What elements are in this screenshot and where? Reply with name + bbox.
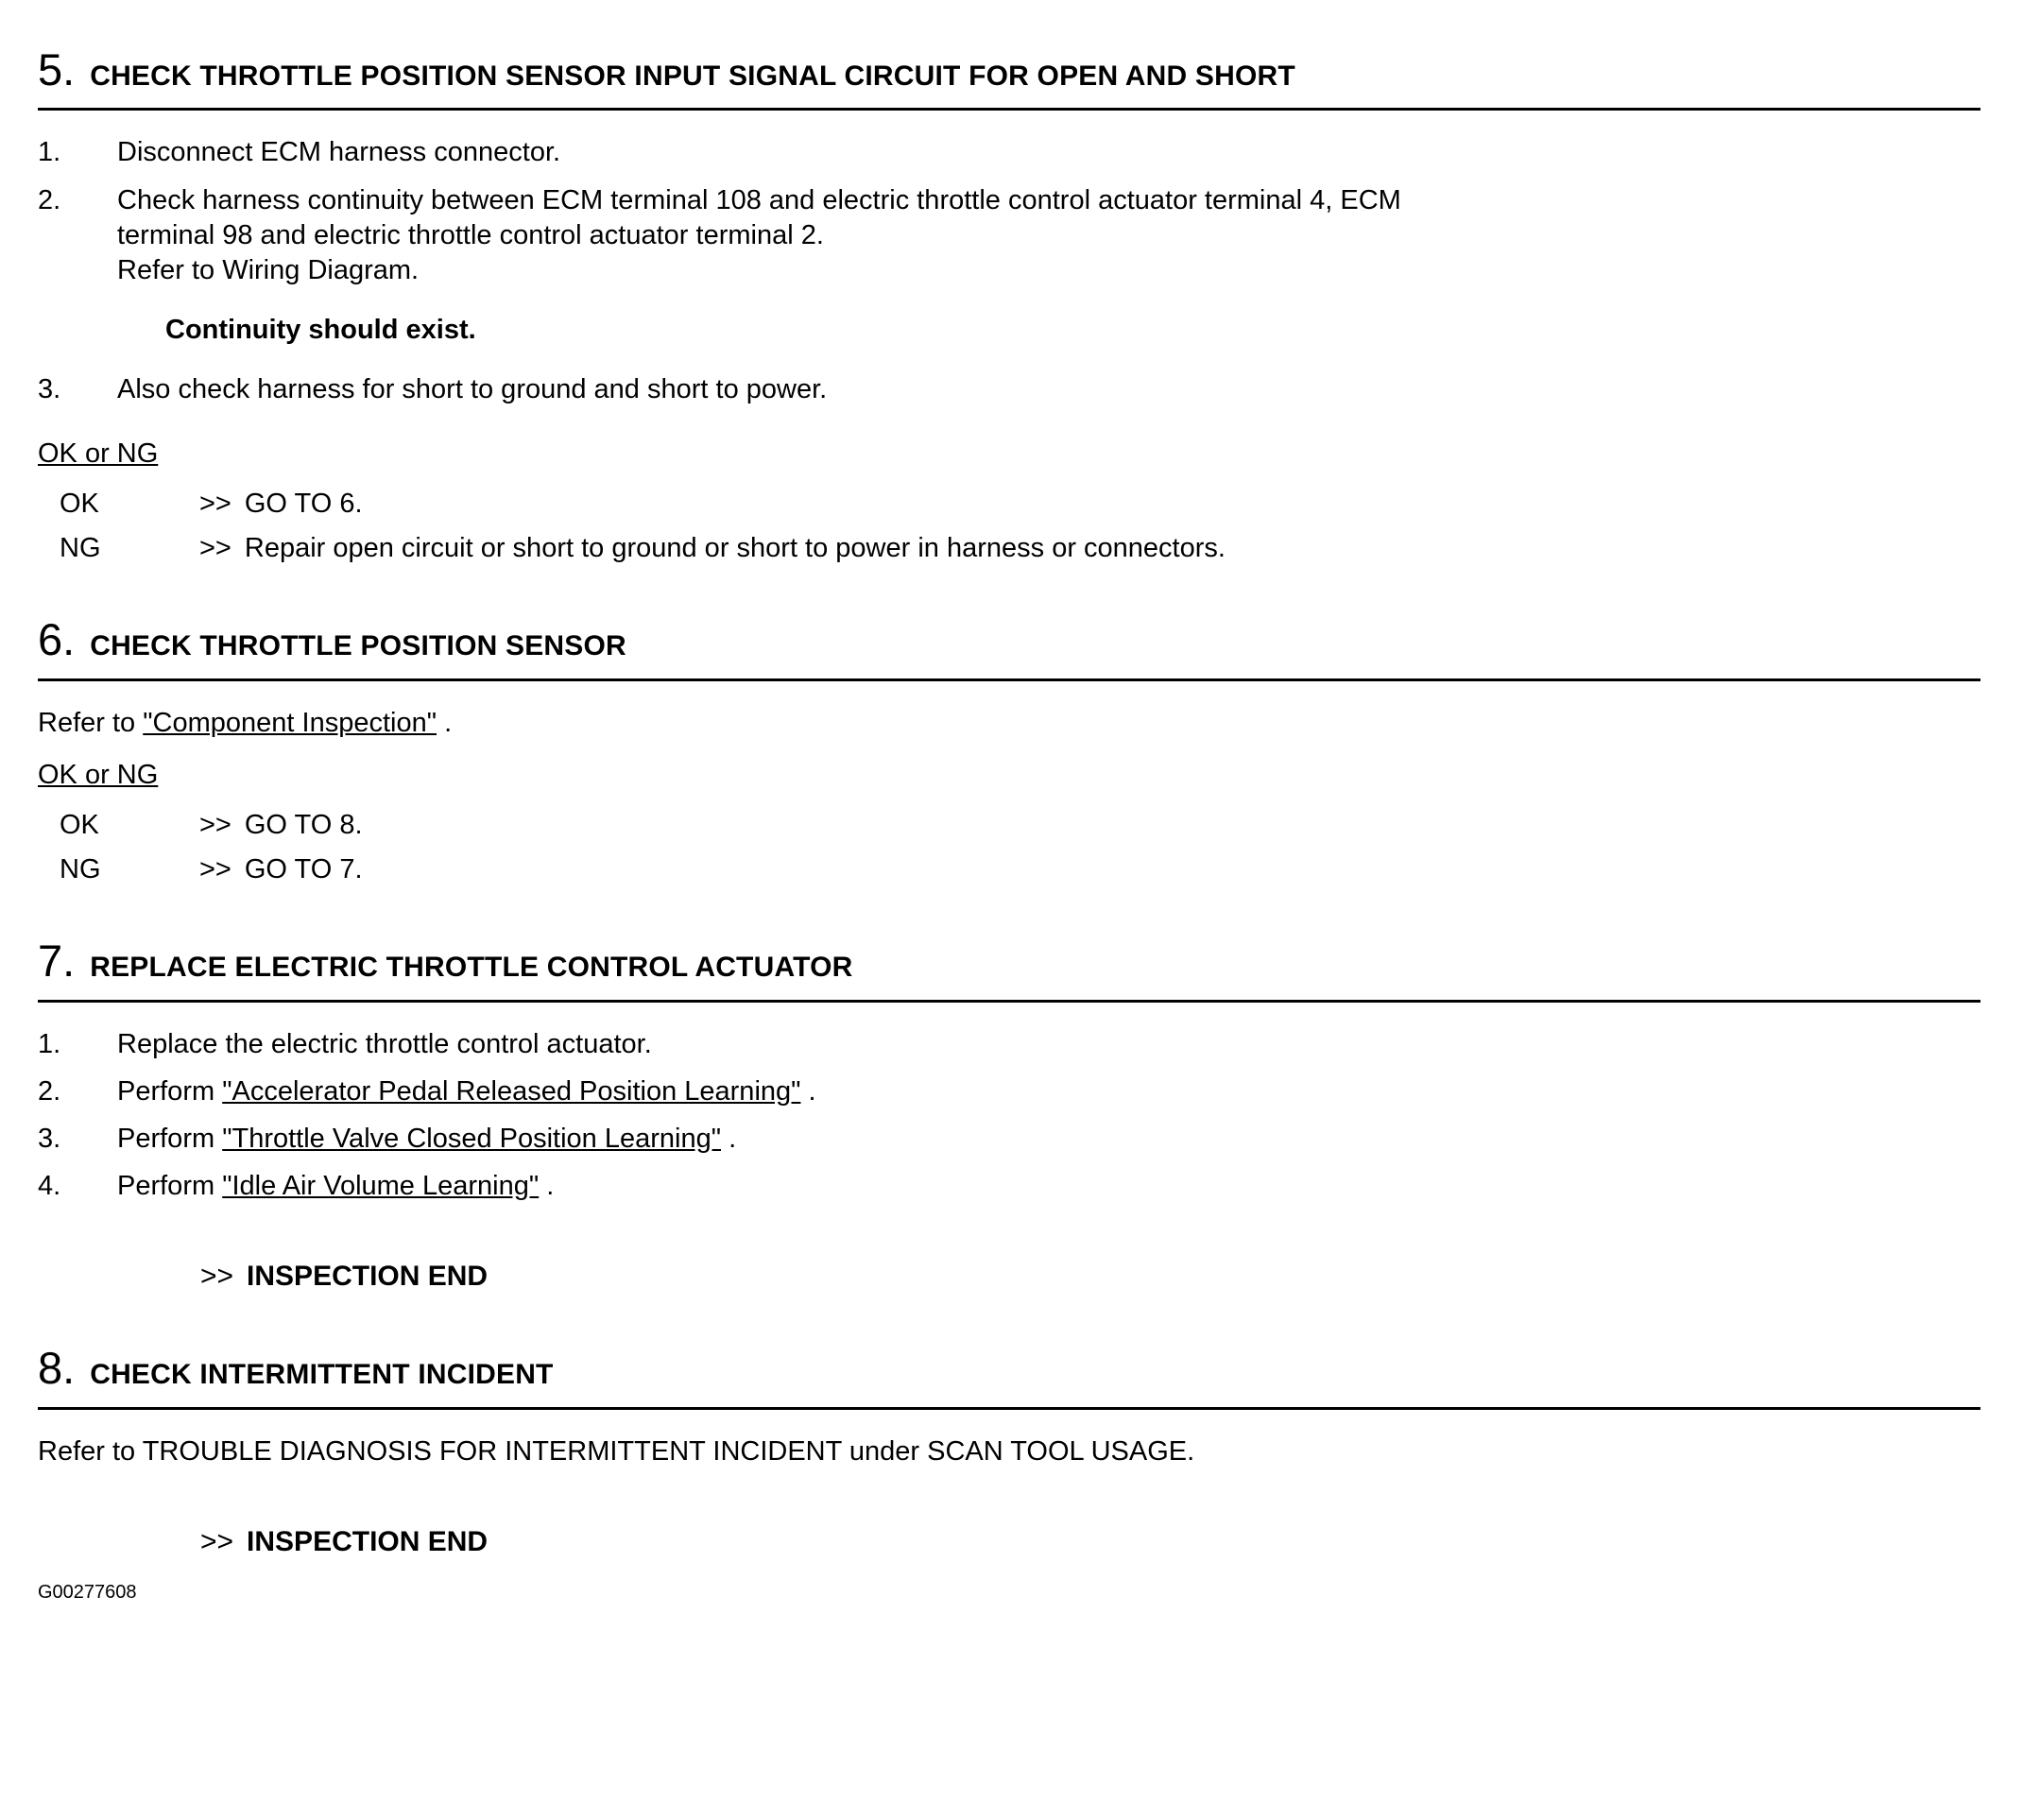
refer-suffix: . xyxy=(444,707,453,738)
result-arrow: >> xyxy=(199,854,231,885)
section-8-number: 8. xyxy=(38,1343,76,1394)
section-5-title: CHECK THROTTLE POSITION SENSOR INPUT SIGNAL CIRCUIT FOR OPEN AND SHORT xyxy=(90,60,1295,92)
refer-text: TROUBLE DIAGNOSIS FOR INTERMITTENT INCIDENT under SCAN TOOL USAGE. xyxy=(142,1435,1195,1467)
section-8 xyxy=(38,1343,1980,1605)
section-7-body xyxy=(38,1027,1980,1296)
result-arrow: >> xyxy=(199,533,231,564)
step-text-line2: Refer to Wiring Diagram. xyxy=(117,254,420,285)
section-5-heading xyxy=(38,44,1980,111)
step-item xyxy=(38,183,1980,288)
component-inspection-link[interactable]: "Component Inspection" xyxy=(143,707,437,738)
step-item xyxy=(38,1122,1980,1157)
step-number: 4. xyxy=(38,1170,61,1201)
step-text xyxy=(117,183,1497,288)
refer-line xyxy=(38,706,1417,741)
result-text xyxy=(199,808,363,843)
section-5-body xyxy=(38,135,1980,566)
result-arrow: >> xyxy=(199,489,231,520)
inspection-end-line xyxy=(200,1524,1980,1560)
result-action: GO TO 8. xyxy=(244,809,363,840)
step-text: Also check harness for short to ground and short to power. xyxy=(117,373,828,404)
inspection-end-label: INSPECTION END xyxy=(247,1261,489,1293)
ok-or-ng-label: OK or NG xyxy=(38,759,159,790)
section-7-title: REPLACE ELECTRIC THROTTLE CONTROL ACTUATOR xyxy=(90,952,853,984)
step-number: 3. xyxy=(38,1123,61,1154)
result-text xyxy=(199,852,363,887)
section-6-number: 6. xyxy=(38,614,76,665)
step-text-line1: Check harness continuity between ECM terminal 108 and electric throttle control actuator terminal 4, ECM terminal 98 and electric throttle control actuator terminal 2. xyxy=(117,184,1401,250)
section-7-heading xyxy=(38,938,1980,1002)
idle-air-volume-learning-link[interactable]: "Idle Air Volume Learning" xyxy=(222,1170,540,1201)
step-number: 1. xyxy=(38,137,61,168)
throttle-valve-closed-position-learning-link[interactable]: "Throttle Valve Closed Position Learning" xyxy=(222,1123,722,1154)
section-8-body xyxy=(38,1434,1980,1605)
refer-prefix: Refer to xyxy=(38,707,136,738)
section-6-heading xyxy=(38,614,1980,680)
step-suffix: . xyxy=(546,1170,555,1201)
section-8-heading xyxy=(38,1343,1980,1409)
result-action: Repair open circuit or short to ground or short to power in harness or connectors. xyxy=(244,533,1226,564)
section-6-body xyxy=(38,706,1980,887)
end-arrow: >> xyxy=(200,1525,234,1557)
end-arrow: >> xyxy=(200,1261,234,1293)
section-7 xyxy=(38,938,1980,1295)
step-item xyxy=(38,372,1980,407)
result-action: GO TO 6. xyxy=(244,489,363,520)
section-6 xyxy=(38,614,1980,887)
result-text xyxy=(199,487,363,522)
result-row-ng xyxy=(38,852,1980,887)
step-number: 3. xyxy=(38,373,61,404)
refer-prefix: Refer to xyxy=(38,1435,136,1467)
result-row-ok xyxy=(38,808,1980,843)
section-8-title: CHECK INTERMITTENT INCIDENT xyxy=(90,1359,554,1391)
section-5-number: 5. xyxy=(38,44,76,94)
step-item xyxy=(38,1169,1980,1204)
step-prefix: Perform xyxy=(117,1075,215,1107)
step-text xyxy=(117,1074,816,1109)
result-row-ng xyxy=(38,531,1980,566)
refer-line xyxy=(38,1434,1417,1469)
step-prefix: Perform xyxy=(117,1123,215,1154)
inspection-end-line xyxy=(200,1259,1980,1295)
results-list xyxy=(38,487,1980,566)
accelerator-pedal-released-position-learning-link[interactable]: "Accelerator Pedal Released Position Learning" xyxy=(222,1075,801,1107)
step-number: 2. xyxy=(38,184,61,215)
step-text xyxy=(117,1122,736,1157)
result-arrow: >> xyxy=(199,809,231,840)
figure-code: G00277608 xyxy=(38,1582,137,1604)
step-suffix: . xyxy=(808,1075,816,1107)
step-text: Disconnect ECM harness connector. xyxy=(117,137,561,168)
step-text xyxy=(117,1169,554,1204)
section-5 xyxy=(38,44,1980,566)
step-item xyxy=(38,1074,1980,1109)
results-list xyxy=(38,808,1980,887)
step-suffix: . xyxy=(729,1123,737,1154)
inspection-end-label: INSPECTION END xyxy=(247,1525,489,1557)
result-label: NG xyxy=(60,533,101,564)
step-text: Replace the electric throttle control actuator. xyxy=(117,1028,652,1059)
section-7-number: 7. xyxy=(38,936,76,987)
result-text xyxy=(199,531,1226,566)
result-row-ok xyxy=(38,487,1980,522)
step-item xyxy=(38,135,1980,170)
step-prefix: Perform xyxy=(117,1170,215,1201)
step-number: 2. xyxy=(38,1075,61,1107)
step-item xyxy=(38,1027,1980,1062)
section-6-title: CHECK THROTTLE POSITION SENSOR xyxy=(90,630,626,662)
result-action: GO TO 7. xyxy=(244,854,363,885)
ok-or-ng-label: OK or NG xyxy=(38,438,159,470)
bold-note: Continuity should exist. xyxy=(165,314,476,345)
result-label: OK xyxy=(60,489,99,520)
result-label: NG xyxy=(60,854,101,885)
result-label: OK xyxy=(60,809,99,840)
step-number: 1. xyxy=(38,1028,61,1059)
